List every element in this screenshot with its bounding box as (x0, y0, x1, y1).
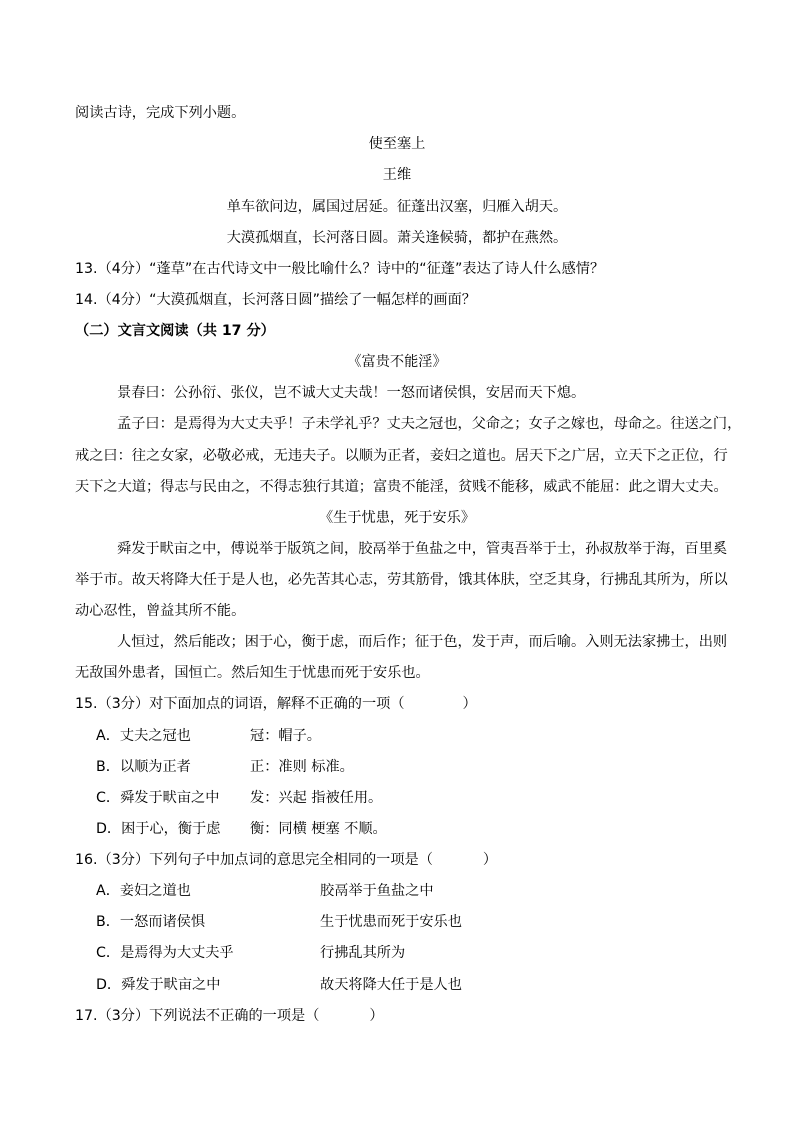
question-15 (75, 694, 477, 714)
poem-author: 王维 (382, 167, 412, 183)
option-left: D．舜发于畎亩之中 (96, 977, 221, 993)
answer-paren-close: ） (482, 852, 498, 868)
option-right: 胶鬲举于鱼盐之中 (320, 883, 434, 899)
question-stem: 15.（3分）对下面加点的词语，解释不正确的一项（ (75, 696, 405, 712)
text-title: 《富贵不能淫》 (347, 354, 447, 370)
option-right: 行拂乱其所为 (320, 945, 406, 961)
text-paragraph: 人恒过，然后能改；困于心，衡于虑，而后作；征于色，发于声，而后喻。入则无法家拂士，出则 (117, 634, 728, 650)
reading-instruction: 阅读古诗，完成下列小题。 (75, 105, 246, 121)
option-phrase: C．舜发于畎亩之中 (96, 790, 220, 806)
text-title: 《生于忧患，死于安乐》 (318, 510, 476, 526)
option-explanation: 发：兴起 指被任用。 (250, 790, 383, 806)
option-right: 故天将降大任于是人也 (320, 977, 462, 993)
text-paragraph-line: 动心忍性，曾益其所不能。 (75, 603, 246, 619)
option-phrase: B．以顺为正者 (96, 759, 191, 775)
text-paragraph: 景春曰：公孙衍、张仪，岂不诚大丈夫哉！一怒而诸侯惧，安居而天下熄。 (117, 385, 586, 401)
answer-paren-close: ） (369, 1008, 384, 1024)
question-17 (75, 1006, 384, 1026)
question-stem: 16.（3分）下列句子中加点词的意思完全相同的一项是（ (75, 852, 433, 868)
option-left: C．是焉得为大丈夫乎 (96, 945, 234, 961)
poem-title: 使至塞上 (368, 136, 426, 152)
text-paragraph-line: 天下之大道；得志与民由之，不得志独行其道；富贵不能淫，贫贱不能移，威武不能屈：此之谓大丈夫。 (75, 479, 728, 495)
option-left: B．一怒而诸侯惧 (96, 914, 206, 930)
text-paragraph-line: 戒之曰：往之女家，必敬必戒，无违夫子。以顺为正者，妾妇之道也。居天下之广居，立天下之正位，行 (75, 448, 728, 464)
option-phrase: D．困于心，衡于虑 (96, 821, 221, 837)
poem-line: 大漠孤烟直，长河落日圆。萧关逢候骑，都护在燕然。 (226, 230, 568, 246)
option-right: 生于忧患而死于安乐也 (320, 914, 462, 930)
section-heading: （二）文言文阅读（共 17 分） (75, 323, 275, 339)
question-16 (75, 850, 497, 870)
text-paragraph-line: 举于市。故天将降大任于是人也，必先苦其心志，劳其筋骨，饿其体肤，空乏其身，行拂乱其所为，所以 (75, 572, 728, 588)
question-13: 13.（4分）“蓬草”在古代诗文中一般比喻什么？诗中的“征蓬”表达了诗人什么感情？ (75, 261, 605, 277)
question-stem: 17.（3分）下列说法不正确的一项是（ (75, 1008, 320, 1024)
option-explanation: 正：准则 标准。 (250, 759, 354, 775)
option-left: A．妾妇之道也 (96, 883, 191, 899)
option-explanation: 衡：同横 梗塞 不顺。 (250, 821, 387, 837)
text-paragraph-line: 无敌国外患者，国恒亡。然后知生于忧患而死于安乐也。 (75, 665, 430, 681)
poem-line: 单车欲问边，属国过居延。征蓬出汉塞，归雁入胡天。 (226, 199, 568, 215)
question-14: 14.（4分）“大漠孤烟直，长河落日圆”描绘了一幅怎样的画面？ (75, 292, 476, 308)
option-explanation: 冠：帽子。 (250, 728, 321, 744)
option-phrase: A．丈夫之冠也 (96, 728, 191, 744)
text-paragraph: 孟子曰：是焉得为大丈夫乎！子未学礼乎？丈夫之冠也，父命之；女子之嫁也，母命之。往送之门， (117, 416, 742, 432)
answer-paren-close: ） (462, 696, 477, 712)
text-paragraph: 舜发于畎亩之中，傅说举于版筑之间，胶鬲举于鱼盐之中，管夷吾举于士，孙叔敖举于海，百里奚 (117, 541, 728, 557)
